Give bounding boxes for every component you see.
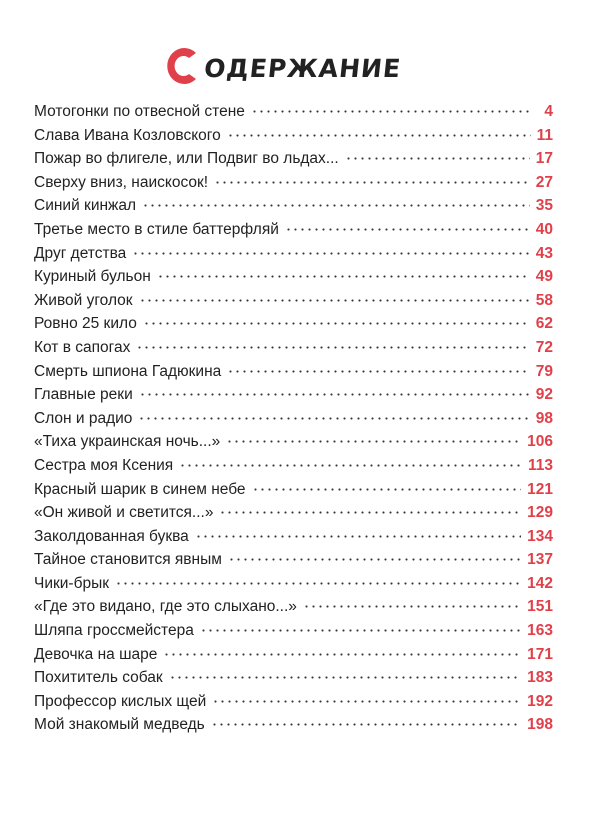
table-of-contents — [34, 100, 553, 737]
dot-leader — [228, 558, 521, 561]
toc-entry-title: Слава Ивана Козловского — [34, 126, 221, 144]
toc-entry-title: Похититель собак — [34, 669, 163, 687]
title-initial-text — [162, 44, 200, 88]
toc-entry[interactable] — [34, 289, 553, 313]
dot-leader — [212, 700, 521, 703]
toc-entry[interactable] — [34, 265, 553, 289]
toc-entry-page-number: 35 — [535, 197, 553, 215]
toc-entry-title: Мой знакомый медведь — [34, 716, 205, 734]
toc-entry[interactable] — [34, 124, 553, 148]
dot-leader — [200, 629, 521, 632]
toc-entry-page-number: 134 — [527, 527, 553, 545]
toc-entry[interactable] — [34, 383, 553, 407]
toc-entry[interactable] — [34, 595, 553, 619]
toc-entry-page-number: 129 — [527, 504, 553, 522]
toc-entry[interactable] — [34, 501, 553, 525]
title-text: ОДЕРЖАНИЕ — [202, 54, 403, 83]
toc-entry-page-number: 151 — [527, 598, 553, 616]
dot-leader — [139, 299, 530, 302]
toc-entry-title: Пожар во флигеле, или Подвиг во льдах... — [34, 150, 339, 168]
toc-entry-title: Красный шарик в синем небе — [34, 480, 246, 498]
toc-entry-title: Чики-брык — [34, 574, 110, 592]
dot-leader — [138, 417, 529, 420]
dot-leader — [143, 322, 530, 325]
toc-entry[interactable] — [34, 525, 553, 549]
toc-entry-title: Кот в сапогах — [34, 338, 131, 356]
toc-entry-title: Сестра моя Ксения — [34, 456, 174, 474]
dot-leader — [345, 157, 530, 160]
dot-leader — [227, 370, 529, 373]
toc-entry-title: Третье место в стиле баттерфляй — [34, 220, 279, 238]
toc-entry-page-number: 62 — [535, 315, 553, 333]
toc-entry-page-number: 142 — [527, 574, 553, 592]
toc-entry-page-number: 79 — [535, 362, 553, 380]
toc-entry-title: Слон и радио — [34, 409, 133, 427]
toc-entry[interactable] — [34, 572, 553, 596]
toc-entry[interactable] — [34, 194, 553, 218]
toc-entry-page-number: 192 — [527, 692, 553, 710]
dot-leader — [252, 488, 522, 491]
toc-entry-page-number: 121 — [527, 480, 553, 498]
toc-entry-title: Смерть шпиона Гадюкина — [34, 362, 222, 380]
title-initial-letter — [162, 44, 200, 88]
toc-entry[interactable] — [34, 454, 553, 478]
toc-entry[interactable] — [34, 690, 553, 714]
toc-entry-page-number: 17 — [535, 150, 553, 168]
toc-entry-page-number: 40 — [535, 220, 553, 238]
toc-entry-page-number: 43 — [535, 244, 553, 262]
toc-entry-title: «Тиха украинская ночь...» — [34, 433, 221, 451]
dot-leader — [227, 134, 531, 137]
dot-leader — [214, 181, 530, 184]
toc-entry-page-number: 137 — [527, 551, 553, 569]
toc-entry-title: Куриный бульон — [34, 268, 151, 286]
toc-entry[interactable] — [34, 336, 553, 360]
dot-leader — [195, 535, 521, 538]
dot-leader — [169, 676, 521, 679]
toc-entry[interactable] — [34, 666, 553, 690]
toc-entry-title: Профессор кислых щей — [34, 692, 207, 710]
toc-entry[interactable] — [34, 218, 553, 242]
toc-entry-page-number: 106 — [527, 433, 553, 451]
toc-entry-page-number: 49 — [535, 268, 553, 286]
toc-entry-title: «Он живой и светится...» — [34, 504, 214, 522]
dot-leader — [251, 110, 531, 113]
toc-entry-title: Девочка на шаре — [34, 645, 158, 663]
dot-leader — [285, 228, 530, 231]
toc-entry-title: Заколдованная буква — [34, 527, 189, 545]
toc-entry[interactable] — [34, 619, 553, 643]
toc-entry-page-number: 27 — [535, 173, 553, 191]
toc-entry[interactable] — [34, 100, 553, 124]
toc-entry-title: Ровно 25 кило — [34, 315, 137, 333]
toc-entry-page-number: 198 — [527, 716, 553, 734]
toc-entry-page-number: 171 — [527, 645, 553, 663]
toc-entry-title: Тайное становится явным — [34, 551, 222, 569]
dot-leader — [115, 582, 521, 585]
toc-entry-page-number: 113 — [527, 456, 553, 474]
dot-leader — [163, 653, 521, 656]
dot-leader — [139, 393, 530, 396]
toc-entry-title: Мотогонки по отвесной стене — [34, 103, 245, 120]
toc-entry-page-number: 183 — [527, 669, 553, 687]
toc-entry-title: Главные реки — [34, 386, 133, 404]
dot-leader — [219, 511, 521, 514]
toc-entry[interactable] — [34, 643, 553, 667]
toc-entry-title: Друг детства — [34, 244, 127, 262]
dot-leader — [303, 605, 521, 608]
toc-entry[interactable] — [34, 360, 553, 384]
toc-entry[interactable] — [34, 242, 553, 266]
toc-entry-title: Синий кинжал — [34, 197, 137, 215]
toc-entry-title: Сверху вниз, наискосок! — [34, 173, 209, 191]
toc-entry-page-number: 4 — [544, 103, 553, 120]
toc-entry[interactable] — [34, 548, 553, 572]
toc-entry[interactable] — [34, 478, 553, 502]
toc-entry[interactable] — [34, 407, 553, 431]
dot-leader — [226, 440, 521, 443]
toc-entry-page-number: 92 — [535, 386, 553, 404]
dot-leader — [136, 346, 529, 349]
toc-entry[interactable] — [34, 312, 553, 336]
toc-entry[interactable] — [34, 171, 553, 195]
dot-leader — [142, 204, 530, 207]
dot-leader — [211, 723, 521, 726]
toc-entry-page-number: 58 — [535, 291, 553, 309]
toc-entry-title: Живой уголок — [34, 291, 133, 309]
toc-entry-page-number: 98 — [535, 409, 553, 427]
toc-entry[interactable] — [34, 147, 553, 171]
toc-entry-title: Шляпа гроссмейстера — [34, 622, 194, 640]
toc-entry-page-number: 163 — [527, 622, 553, 640]
toc-entry-page-number: 11 — [536, 126, 553, 144]
toc-entry-page-number: 72 — [535, 338, 553, 356]
dot-leader — [157, 275, 530, 278]
toc-entry[interactable] — [34, 713, 553, 737]
dot-leader — [179, 464, 522, 467]
page-title — [162, 28, 401, 88]
toc-entry[interactable] — [34, 430, 553, 454]
dot-leader — [132, 252, 529, 255]
toc-entry-title: «Где это видано, где это слыхано...» — [34, 598, 297, 616]
